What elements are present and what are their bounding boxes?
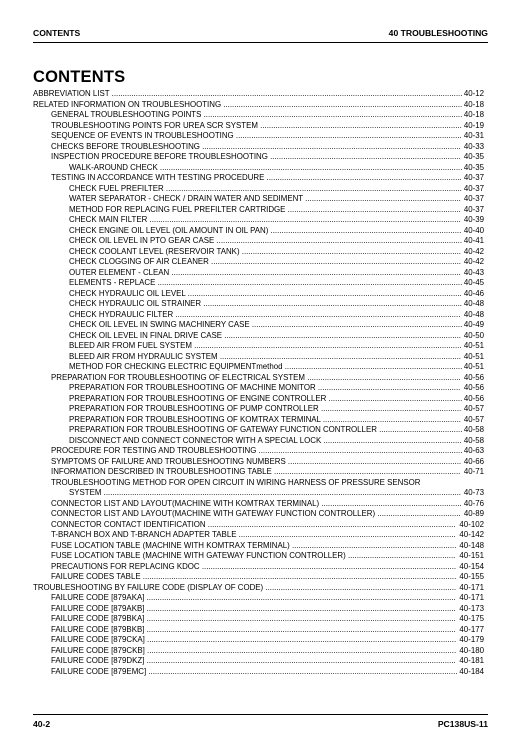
toc-entry[interactable] xyxy=(33,278,484,289)
toc-entry-page: 40-76 xyxy=(463,498,484,508)
toc-entry[interactable] xyxy=(33,110,484,121)
toc-entry[interactable] xyxy=(33,625,484,636)
toc-entry-title: TROUBLESHOOTING METHOD FOR OPEN CIRCUIT IN WIRING HARNESS OF PRESSURE SENSOR xyxy=(51,477,421,487)
toc-entry-page: 40-148 xyxy=(459,540,484,550)
toc-entry-page: 40-42 xyxy=(463,246,484,256)
toc-entry[interactable] xyxy=(33,89,484,100)
toc-entry-title: CHECK MAIN FILTER .............................................................................................................................................. xyxy=(69,215,461,224)
toc-entry-title: SYMPTOMS OF FAILURE AND TROUBLESHOOTING NUMBERS ............................................................................... xyxy=(51,456,462,466)
toc-entry-title: BLEED AIR FROM FUEL SYSTEM .......................................................................................................................... xyxy=(69,341,462,350)
toc-entry-title: TROUBLESHOOTING BY FAILURE CODE (DISPLAY OF CODE) ....................................................................................... xyxy=(33,582,457,592)
header-rule xyxy=(33,42,488,43)
toc-entry[interactable] xyxy=(33,373,484,384)
toc-entry[interactable] xyxy=(33,541,484,552)
toc-entry[interactable] xyxy=(33,488,484,499)
toc-entry-title: CHECK FUEL PREFILTER ....................................................................................................................................... xyxy=(69,183,462,193)
toc-entry-page: 40-179 xyxy=(459,635,484,644)
toc-entry-title: PREPARATION FOR TROUBLESHOOTING OF ENGINE CONTROLLER ............................................................. xyxy=(69,393,463,403)
toc-entry-title: FAILURE CODE [879DKZ] ............................................................................................................................................. xyxy=(51,656,456,665)
toc-entry-page: 40-89 xyxy=(463,509,484,518)
toc-entry-page: 40-154 xyxy=(459,561,484,571)
toc-entry-page: 40-57 xyxy=(463,404,484,413)
toc-entry-page: 40-175 xyxy=(459,614,484,623)
toc-entry-title: PREPARATION FOR TROUBLESHOOTING OF ELECTRICAL SYSTEM ...................................................................... xyxy=(51,372,461,382)
toc-entry[interactable] xyxy=(33,436,484,447)
toc-entry-page: 40-18 xyxy=(463,110,484,119)
toc-entry-title: OUTER ELEMENT - CLEAN .................................................................................................................................... xyxy=(69,267,461,277)
toc-entry-page: 40-102 xyxy=(459,519,484,529)
toc-entry[interactable] xyxy=(33,394,484,405)
toc-entry-page: 40-142 xyxy=(459,530,484,539)
toc-entry[interactable] xyxy=(33,415,484,426)
toc-entry-page: 40-35 xyxy=(463,152,484,161)
toc-entry-title: CHECK HYDRAULIC OIL LEVEL ............................................................................................................................. xyxy=(69,288,462,298)
toc-entry-title: WATER SEPARATOR - CHECK / DRAIN WATER AND SEDIMENT ....................................................................... xyxy=(69,194,461,203)
toc-entry[interactable] xyxy=(33,478,484,489)
toc-entry-title: WALK-AROUND CHECK .......................................................................................................................................... xyxy=(69,162,463,172)
toc-entry[interactable] xyxy=(33,383,484,394)
toc-entry[interactable] xyxy=(33,499,484,510)
toc-entry[interactable] xyxy=(33,268,484,279)
toc-entry-page: 40-51 xyxy=(463,351,484,361)
toc-entry-page: 40-12 xyxy=(463,89,484,98)
toc-entry-page: 40-31 xyxy=(463,131,484,140)
toc-entry[interactable] xyxy=(33,173,484,184)
toc-entry[interactable] xyxy=(33,215,484,226)
toc-entry-title: METHOD FOR REPLACING FUEL PREFILTER CARTRIDGE ............................................................................... xyxy=(69,204,461,214)
toc-entry[interactable] xyxy=(33,593,484,604)
toc-entry-page: 40-49 xyxy=(463,320,484,329)
toc-entry-page: 40-58 xyxy=(463,425,484,434)
toc-entry-page: 40-171 xyxy=(459,582,484,592)
toc-entry-title: CHECK COOLANT LEVEL (RESERVOIR TANK) .................................................................................................... xyxy=(69,246,461,256)
toc-entry-title: FAILURE CODE [879EMC] ............................................................................................................................................. xyxy=(51,666,458,676)
toc-entry-page: 40-37 xyxy=(463,194,484,203)
toc-entry[interactable] xyxy=(33,635,484,646)
toc-entry[interactable] xyxy=(33,572,484,583)
header-left: CONTENTS xyxy=(33,28,81,38)
toc-entry-page: 40-18 xyxy=(463,99,484,109)
toc-entry-page: 40-155 xyxy=(459,572,484,581)
toc-entry-title: BLEED AIR FROM HYDRAULIC SYSTEM .............................................................................................................. xyxy=(69,351,461,361)
toc-entry-title: CHECK OIL LEVEL IN PTO GEAR CASE ................................................................................................................ xyxy=(69,236,463,245)
toc-entry[interactable] xyxy=(33,121,484,132)
toc-entry-title: CHECK OIL LEVEL IN FINAL DRIVE CASE ............................................................................................................ xyxy=(69,330,461,340)
toc-entry-page: 40-33 xyxy=(463,141,484,151)
toc-list xyxy=(33,89,484,677)
toc-entry-title: FUSE LOCATION TABLE (MACHINE WITH KOMTRAX TERMINAL) ........................................................................... xyxy=(51,540,457,550)
toc-entry[interactable] xyxy=(33,341,484,352)
toc-entry-title: T-BRANCH BOX AND T-BRANCH ADAPTER TABLE ................................................................................................... xyxy=(51,530,456,539)
toc-entry-title: PROCEDURE FOR TESTING AND TROUBLESHOOTING ............................................................................................. xyxy=(51,446,463,455)
toc-entry-page: 40-56 xyxy=(463,383,484,392)
toc-entry[interactable] xyxy=(33,656,484,667)
toc-entry[interactable] xyxy=(33,100,484,111)
toc-entry-page: 40-151 xyxy=(459,551,484,560)
header-right: 40 TROUBLESHOOTING xyxy=(388,28,488,38)
toc-entry-title: FUSE LOCATION TABLE (MACHINE WITH GATEWAY FUNCTION CONTROLLER) ................................................. xyxy=(51,551,456,560)
toc-entry[interactable] xyxy=(33,562,484,573)
toc-entry-title: PRECAUTIONS FOR REPLACING KDOC .................................................................................................................... xyxy=(51,561,457,571)
model-code: PC138US-11 xyxy=(437,719,488,729)
toc-entry[interactable] xyxy=(33,614,484,625)
toc-entry-page: 40-42 xyxy=(463,257,484,266)
toc-entry-page: 40-43 xyxy=(463,267,484,277)
toc-entry-page: 40-71 xyxy=(463,467,484,476)
toc-entry[interactable] xyxy=(33,257,484,268)
toc-entry[interactable] xyxy=(33,320,484,331)
toc-entry[interactable] xyxy=(33,520,484,531)
toc-entry-page: 40-171 xyxy=(459,593,484,602)
toc-entry-page: 40-63 xyxy=(463,446,484,455)
toc-entry[interactable] xyxy=(33,184,484,195)
page-header xyxy=(33,28,488,42)
toc-entry[interactable] xyxy=(33,163,484,174)
toc-entry-title: CONNECTOR LIST AND LAYOUT(MACHINE WITH KOMTRAX TERMINAL) ................................................................ xyxy=(51,498,462,508)
toc-entry-page: 40-56 xyxy=(463,393,484,403)
toc-entry-page: 40-48 xyxy=(463,299,484,308)
toc-entry-page: 40-37 xyxy=(463,173,484,182)
toc-entry-page: 40-37 xyxy=(463,204,484,214)
toc-entry-title: CHECK HYDRAULIC FILTER .................................................................................................................................. xyxy=(69,309,461,319)
toc-entry-title: FAILURE CODE [879BKB] ............................................................................................................................................. xyxy=(51,624,456,634)
toc-entry[interactable] xyxy=(33,667,484,678)
toc-entry-title: CHECK OIL LEVEL IN SWING MACHINERY CASE ................................................................................................ xyxy=(69,320,463,329)
toc-entry-title: CHECK HYDRAULIC OIL STRAINER ...................................................................................................................... xyxy=(69,299,462,308)
toc-entry-title: CHECK CLOGGING OF AIR CLEANER .................................................................................................................. xyxy=(69,257,461,266)
toc-entry-title: PREPARATION FOR TROUBLESHOOTING OF MACHINE MONITOR ................................................................. xyxy=(69,383,461,392)
toc-entry[interactable] xyxy=(33,152,484,163)
toc-entry-title: INSPECTION PROCEDURE BEFORE TROUBLESHOOTING ....................................................................................... xyxy=(51,152,461,161)
toc-entry-title: CHECKS BEFORE TROUBLESHOOTING ...................................................................................................................... xyxy=(51,141,461,151)
toc-entry[interactable] xyxy=(33,604,484,615)
toc-entry-page: 40-46 xyxy=(463,288,484,298)
toc-entry[interactable] xyxy=(33,131,484,142)
page-number: 40-2 xyxy=(33,719,51,729)
toc-entry[interactable] xyxy=(33,194,484,205)
toc-entry-page: 40-19 xyxy=(463,120,484,130)
toc-entry[interactable] xyxy=(33,142,484,153)
page-title: CONTENTS xyxy=(33,68,126,86)
page-footer xyxy=(33,719,488,733)
toc-entry[interactable] xyxy=(33,467,484,478)
toc-entry-title: FAILURE CODE [879CKA] ............................................................................................................................................. xyxy=(51,635,457,644)
toc-entry[interactable] xyxy=(33,583,484,594)
toc-entry-page: 40-48 xyxy=(463,309,484,319)
toc-entry-title: GENERAL TROUBLESHOOTING POINTS ...................................................................................................................... xyxy=(51,110,463,119)
toc-entry[interactable] xyxy=(33,310,484,321)
toc-entry-page: 40-180 xyxy=(459,645,484,655)
toc-entry-page: 40-51 xyxy=(463,341,484,350)
toc-entry-title: INFORMATION DESCRIBED IN TROUBLESHOOTING TABLE ..................................................................................... xyxy=(51,467,461,476)
toc-entry-title: PREPARATION FOR TROUBLESHOOTING OF KOMTRAX TERMINAL ............................................................... xyxy=(69,414,461,424)
toc-entry-title: RELATED INFORMATION ON TROUBLESHOOTING ............................................................................................................. xyxy=(33,99,463,109)
toc-entry[interactable] xyxy=(33,509,484,520)
toc-entry-title: SYSTEM ................................................................................................................................................................... xyxy=(69,488,461,497)
toc-entry-page: 40-51 xyxy=(463,362,484,371)
toc-entry-page: 40-173 xyxy=(459,603,484,613)
toc-entry-title: FAILURE CODE [879CKB] ............................................................................................................................................. xyxy=(51,645,457,655)
toc-entry-title: FAILURE CODE [879BKA] ............................................................................................................................................. xyxy=(51,614,456,623)
toc-entry[interactable] xyxy=(33,331,484,342)
toc-entry[interactable] xyxy=(33,205,484,216)
toc-entry-title: PREPARATION FOR TROUBLESHOOTING OF GATEWAY FUNCTION CONTROLLER ...................................... xyxy=(69,425,463,434)
toc-entry[interactable] xyxy=(33,247,484,258)
toc-entry-title: FAILURE CODE [879AKB] ............................................................................................................................................. xyxy=(51,603,456,613)
toc-entry-title: FAILURE CODES TABLE ............................................................................................................................................... xyxy=(51,572,457,581)
toc-entry-page: 40-177 xyxy=(459,624,484,634)
toc-entry-page: 40-40 xyxy=(463,225,484,235)
toc-entry-title: METHOD FOR CHECKING ELECTRIC EQUIPMENTmethod ................................................................................. xyxy=(69,362,463,371)
toc-entry[interactable] xyxy=(33,226,484,237)
toc-entry-page: 40-184 xyxy=(459,666,484,676)
toc-entry[interactable] xyxy=(33,425,484,436)
toc-entry-page: 40-50 xyxy=(463,330,484,340)
toc-entry-page: 40-39 xyxy=(463,215,484,224)
toc-entry-page: 40-35 xyxy=(463,162,484,172)
toc-entry-title: ELEMENTS - REPLACE ........................................................................................................................................... xyxy=(69,278,463,287)
toc-entry[interactable] xyxy=(33,404,484,415)
toc-entry-page: 40-66 xyxy=(463,456,484,466)
toc-entry-title: PREPARATION FOR TROUBLESHOOTING OF PUMP CONTROLLER ................................................................ xyxy=(69,404,462,413)
toc-entry-page: 40-58 xyxy=(463,435,484,445)
toc-entry[interactable] xyxy=(33,236,484,247)
toc-entry-title: CHECK ENGINE OIL LEVEL (OIL AMOUNT IN OIL PAN) ....................................................................................... xyxy=(69,225,462,235)
toc-entry[interactable] xyxy=(33,530,484,541)
toc-entry-page: 40-37 xyxy=(463,183,484,193)
toc-entry-title: DISCONNECT AND CONNECT CONNECTOR WITH A SPECIAL LOCK ............................................................... xyxy=(69,435,462,445)
toc-entry-title: FAILURE CODE [879AKA] ............................................................................................................................................. xyxy=(51,593,456,602)
toc-entry-title: TROUBLESHOOTING POINTS FOR UREA SCR SYSTEM ............................................................................................ xyxy=(51,120,462,130)
toc-entry[interactable] xyxy=(33,289,484,300)
toc-entry[interactable] xyxy=(33,457,484,468)
footer-rule xyxy=(33,714,488,715)
toc-entry[interactable] xyxy=(33,362,484,373)
toc-entry-page: 40-57 xyxy=(463,414,484,424)
toc-entry[interactable] xyxy=(33,646,484,657)
toc-entry-title: SEQUENCE OF EVENTS IN TROUBLESHOOTING ....................................................................................................... xyxy=(51,131,462,140)
toc-entry-title: ABBREVIATION LIST ................................................................................................................................................................ xyxy=(33,89,463,98)
toc-entry-page: 40-41 xyxy=(463,236,484,245)
toc-entry[interactable] xyxy=(33,352,484,363)
toc-entry[interactable] xyxy=(33,551,484,562)
toc-entry-title: CONNECTOR CONTACT IDENTIFICATION ................................................................................................................. xyxy=(51,519,456,529)
toc-entry-page: 40-73 xyxy=(463,488,484,497)
toc-entry-title: CONNECTOR LIST AND LAYOUT(MACHINE WITH GATEWAY FUNCTION CONTROLLER) ...................................... xyxy=(51,509,461,518)
toc-entry[interactable] xyxy=(33,446,484,457)
toc-entry-page: 40-56 xyxy=(463,372,484,382)
toc-entry-page: 40-45 xyxy=(463,278,484,287)
toc-entry-title: TESTING IN ACCORDANCE WITH TESTING PROCEDURE ......................................................................................... xyxy=(51,173,462,182)
toc-entry-page: 40-181 xyxy=(459,656,484,665)
toc-entry[interactable] xyxy=(33,299,484,310)
